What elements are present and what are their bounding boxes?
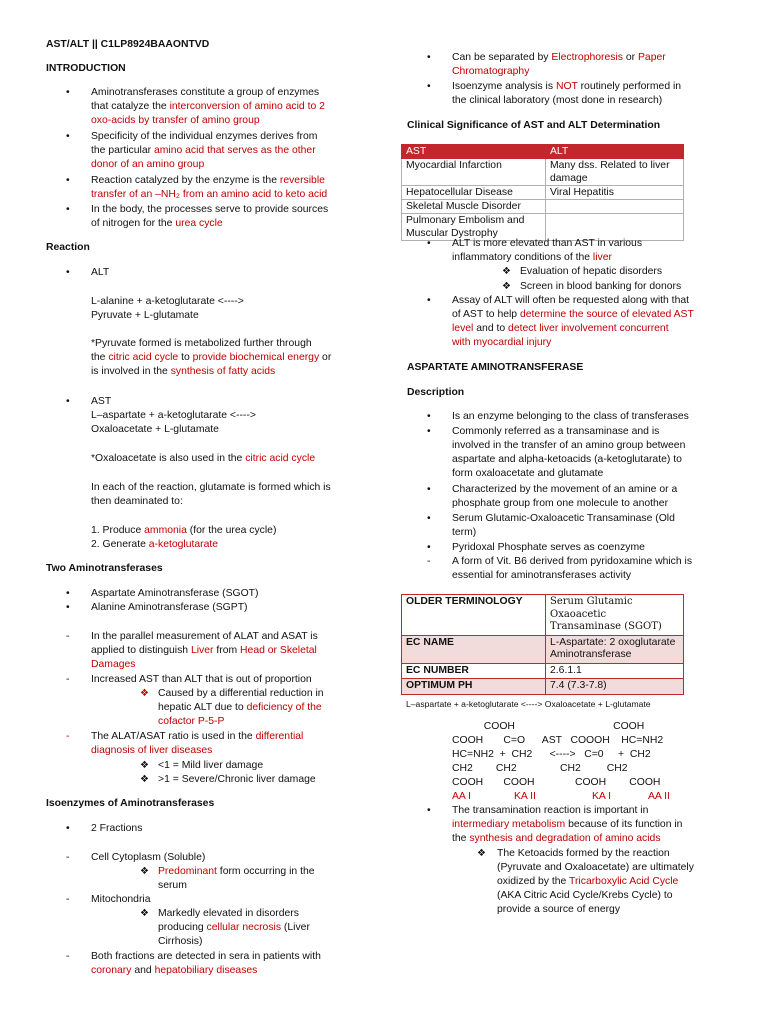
reaction-structure-line: CH2 CH2 CH2 CH2	[452, 763, 628, 774]
table-row	[402, 159, 684, 186]
intro-line: the particular amino acid that serves as the other	[91, 145, 316, 156]
reaction-structure-line: HC=NH2 + CH2 <----> C=0 + CH2	[452, 749, 651, 760]
table-cell: 7.4 (7.3-7.8)	[546, 679, 684, 695]
table-cell: EC NUMBER	[402, 663, 546, 679]
document-title: AST/ALT || C1LP8924BAAONTVD	[46, 39, 210, 50]
list-item: Cell Cytoplasm (Soluble)	[91, 852, 206, 863]
dash-marker: -	[66, 894, 70, 905]
list-item: Evaluation of hepatic disorders	[520, 266, 663, 277]
dash-marker: -	[66, 631, 70, 642]
oxaloacetate-note: *Oxaloacetate is also used in the citric acid cycle	[91, 453, 316, 464]
alt-equation: L-alanine + a-ketoglutarate <---->	[91, 296, 244, 307]
reaction-label: AA I	[452, 791, 472, 802]
bullet-icon: •	[427, 805, 431, 816]
list-item: the synthesis and degradation of amino acids	[452, 833, 661, 844]
table-cell: Serum Glutamic Oxaoacetic Transaminase (SGOT)	[546, 595, 684, 636]
bullet-icon: •	[427, 295, 431, 306]
table-row	[402, 200, 684, 214]
list-item: In the parallel measurement of ALAT and ASAT is	[91, 631, 318, 642]
list-item: 2 Fractions	[91, 823, 143, 834]
list-item: Increased AST than ALT that is out of proportion	[91, 674, 312, 685]
diamond-bullet-icon: ❖	[140, 866, 149, 877]
reaction-label: AA II	[648, 791, 670, 802]
intro-line: In the body, the processes serve to provide sources	[91, 204, 329, 215]
intro-line: donor of an amino group	[91, 159, 205, 170]
dash-marker: -	[66, 951, 70, 962]
list-item: ALT is more elevated than AST in various	[452, 238, 643, 249]
ast-equation: L–aspartate + a-ketoglutarate <---->	[91, 410, 256, 421]
dash-marker: -	[66, 674, 70, 685]
dash-marker: -	[66, 731, 70, 742]
list-item: serum	[158, 880, 187, 891]
table-cell: OLDER TERMINOLOGY	[402, 595, 546, 636]
table-cell	[546, 200, 684, 214]
heading-aspartate-aminotransferase: ASPARTATE AMINOTRANSFERASE	[407, 362, 584, 373]
table-header-cell: AST	[402, 145, 546, 159]
list-item: Serum Glutamic-Oxaloacetic Transaminase (Old	[452, 513, 675, 524]
intro-line: Aminotransferases constitute a group of enzymes	[91, 87, 320, 98]
list-item: The Ketoacids formed by the reaction	[497, 848, 670, 859]
table-row	[402, 635, 684, 663]
list-item: Aspartate Aminotransferase (SGOT)	[91, 588, 259, 599]
pyruvate-note: is involved in the synthesis of fatty acids	[91, 366, 276, 377]
bullet-icon: •	[427, 513, 431, 524]
bullet-icon: •	[66, 204, 70, 215]
list-item: with myocardial injury	[452, 337, 552, 348]
list-item: intermediary metabolism because of its function in	[452, 819, 683, 830]
bullet-icon: •	[66, 588, 70, 599]
list-item: of AST to help determine the source of elevated AST	[452, 309, 694, 320]
intro-line: Specificity of the individual enzymes derives from	[91, 131, 318, 142]
table-cell: OPTIMUM PH	[402, 679, 546, 695]
list-item: coronary and hepatobiliary diseases	[91, 965, 258, 976]
list-item: Alanine Aminotransferase (SGPT)	[91, 602, 248, 613]
table-cell: Myocardial Infarction	[402, 159, 546, 186]
diamond-bullet-icon: ❖	[477, 848, 486, 859]
bullet-icon: •	[66, 131, 70, 142]
list-item: involved in the transfer of an amino group between	[452, 440, 686, 451]
glutamate-note: In each of the reaction, glutamate is formed which is	[91, 482, 331, 493]
bullet-icon: •	[66, 602, 70, 613]
reaction-label: KA I	[592, 791, 612, 802]
list-item: inflammatory conditions of the liver	[452, 252, 612, 263]
list-item: Both fractions are detected in sera in patients with	[91, 951, 321, 962]
bullet-icon: •	[66, 87, 70, 98]
bullet-icon: •	[66, 396, 70, 407]
table-row	[402, 679, 684, 695]
diamond-bullet-icon: ❖	[140, 760, 149, 771]
list-item: >1 = Severe/Chronic liver damage	[158, 774, 316, 785]
list-item: Markedly elevated in disorders	[158, 908, 299, 919]
list-item: aspartate and alpha-ketoacids (a-ketoglutarate) to	[452, 454, 682, 465]
bullet-icon: •	[427, 52, 431, 63]
table-cell: L-Aspartate: 2 oxoglutarate Aminotransferase	[546, 635, 684, 663]
heading-reaction: Reaction	[46, 242, 90, 253]
list-item: Characterized by the movement of an amine or a	[452, 484, 678, 495]
list-item: hepatic ALT due to deficiency of the	[158, 702, 322, 713]
table-header-cell: ALT	[546, 145, 684, 159]
table-cell: Many dss. Related to liver damage	[546, 159, 684, 186]
list-item: phosphate group from one molecule to another	[452, 498, 669, 509]
list-item: level and to detect liver involvement concurrent	[452, 323, 669, 334]
list-item: Damages	[91, 659, 136, 670]
ast-label: AST	[91, 396, 112, 407]
list-item: Assay of ALT will often be requested along with that	[452, 295, 690, 306]
diamond-bullet-icon: ❖	[502, 266, 511, 277]
list-item: form oxaloacetate and glutamate	[452, 468, 604, 479]
table-cell: Viral Hepatitis	[546, 186, 684, 200]
numbered-item: 1. Produce ammonia (for the urea cycle)	[91, 525, 277, 536]
list-item: A form of Vit. B6 derived from pyridoxamine which is	[452, 556, 693, 567]
list-item: diagnosis of liver diseases	[91, 745, 213, 756]
reaction-structure-line: COOH COOH	[452, 721, 645, 732]
bullet-icon: •	[66, 823, 70, 834]
intro-line: oxo-acids by transfer of amino group	[91, 115, 260, 126]
list-item: Caused by a differential reduction in	[158, 688, 324, 699]
table-row	[402, 186, 684, 200]
list-item: Mitochondria	[91, 894, 151, 905]
table-row	[402, 595, 684, 636]
list-item: oxidized by the Tricarboxylic Acid Cycle	[497, 876, 679, 887]
bullet-icon: •	[427, 484, 431, 495]
table-cell: Hepatocellular Disease	[402, 186, 546, 200]
intro-line: that catalyze the interconversion of amino acid to 2	[91, 101, 325, 112]
table-header-row	[402, 145, 684, 159]
table-cell: Skeletal Muscle Disorder	[402, 200, 546, 214]
dash-marker: -	[427, 556, 431, 567]
table-cell: 2.6.1.1	[546, 663, 684, 679]
reaction-label: KA II	[514, 791, 536, 802]
heading-two-aminotransferases: Two Aminotransferases	[46, 563, 163, 574]
list-item: The ALAT/ASAT ratio is used in the differential	[91, 731, 304, 742]
heading-introduction: INTRODUCTION	[46, 63, 126, 74]
list-item: Can be separated by Electrophoresis or Paper	[452, 52, 666, 63]
ast-properties-table	[401, 594, 684, 695]
diamond-bullet-icon: ❖	[502, 281, 511, 292]
heading-clinical-significance: Clinical Significance of AST and ALT Determination	[407, 120, 661, 131]
table-row	[402, 663, 684, 679]
list-item: (AKA Citric Acid Cycle/Krebs Cycle) to	[497, 890, 673, 901]
list-item: producing cellular necrosis (Liver	[158, 922, 310, 933]
diamond-bullet-icon: ❖	[140, 774, 149, 785]
alt-equation: Pyruvate + L-glutamate	[91, 310, 199, 321]
list-item: cofactor P-5-P	[158, 716, 225, 727]
list-item: applied to distinguish Liver from Head or Skeletal	[91, 645, 317, 656]
numbered-item: 2. Generate a-ketoglutarate	[91, 539, 219, 550]
bullet-icon: •	[427, 411, 431, 422]
diamond-bullet-icon: ❖	[140, 688, 149, 699]
bullet-icon: •	[66, 175, 70, 186]
bullet-icon: •	[427, 426, 431, 437]
list-item: term)	[452, 527, 477, 538]
reaction-structure-line: COOH C=O AST COOOH HC=NH2	[452, 735, 664, 746]
intro-line: Reaction catalyzed by the enzyme is the reversible	[91, 175, 325, 186]
transamination-equation: L–aspartate + a-ketoglutarate <----> Oxaloacetate + L-glutamate	[406, 699, 651, 709]
clinical-significance-table	[401, 144, 684, 241]
list-item: Cirrhosis)	[158, 936, 203, 947]
bullet-icon: •	[66, 267, 70, 278]
list-item: Is an enzyme belonging to the class of transferases	[452, 411, 689, 422]
dash-marker: -	[66, 852, 70, 863]
diamond-bullet-icon: ❖	[140, 908, 149, 919]
list-item: the clinical laboratory (most done in research)	[452, 95, 663, 106]
table-cell: Pulmonary Embolism and Muscular Dystrophy	[402, 214, 546, 241]
list-item: essential for aminotransferases activity	[452, 570, 632, 581]
list-item: (Pyruvate and Oxaloacetate) are ultimately	[497, 862, 694, 873]
alt-label: ALT	[91, 267, 110, 278]
list-item: <1 = Mild liver damage	[158, 760, 264, 771]
list-item: Screen in blood banking for donors	[520, 281, 682, 292]
list-item: Pyridoxal Phosphate serves as coenzyme	[452, 542, 645, 553]
bullet-icon: •	[427, 542, 431, 553]
reaction-structure-line: COOH COOH COOH COOH	[452, 777, 661, 788]
list-item: The transamination reaction is important in	[452, 805, 649, 816]
list-item: Predominant form occurring in the	[158, 866, 315, 877]
heading-isoenzymes: Isoenzymes of Aminotransferases	[46, 798, 215, 809]
intro-line: of nitrogen for the urea cycle	[91, 218, 223, 229]
heading-description: Description	[407, 387, 465, 398]
intro-line: transfer of an –NH₂ from an amino acid to keto acid	[91, 189, 328, 200]
glutamate-note: then deaminated to:	[91, 496, 183, 507]
pyruvate-note: *Pyruvate formed is metabolized further through	[91, 338, 312, 349]
bullet-icon: •	[427, 81, 431, 92]
pyruvate-note: the citric acid cycle to provide biochemical energy or	[91, 352, 332, 363]
bullet-icon: •	[427, 238, 431, 249]
list-item: Commonly referred as a transaminase and is	[452, 426, 660, 437]
list-item: Chromatography	[452, 66, 530, 77]
list-item: Isoenzyme analysis is NOT routinely performed in	[452, 81, 682, 92]
ast-equation: Oxaloacetate + L-glutamate	[91, 424, 219, 435]
table-cell: EC NAME	[402, 635, 546, 663]
list-item: provide a source of energy	[497, 904, 621, 915]
